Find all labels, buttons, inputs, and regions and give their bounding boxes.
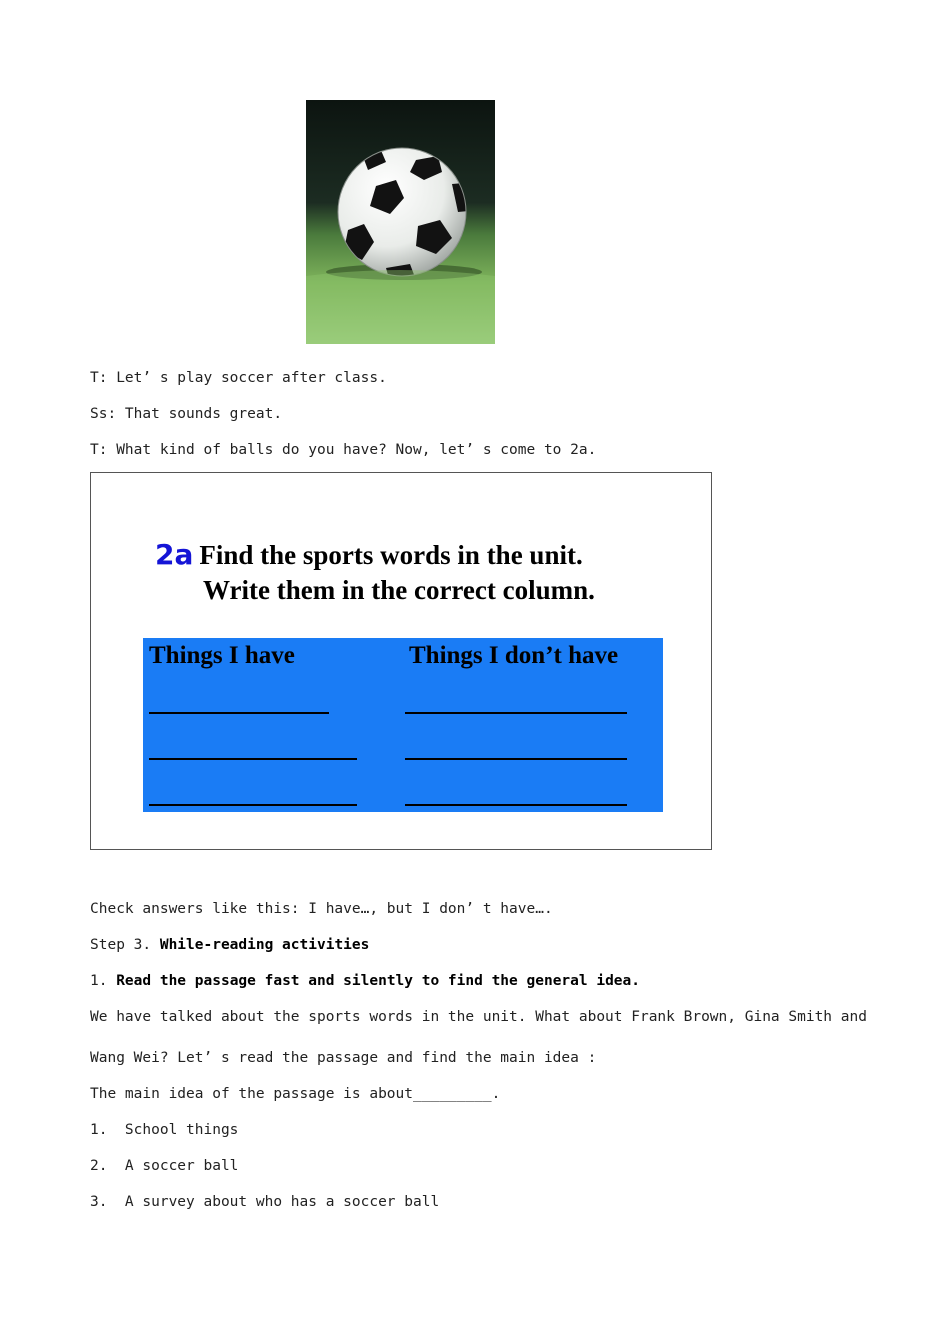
option-3: 3. A survey about who has a soccer ball xyxy=(90,1194,440,1210)
slide-2a xyxy=(90,472,712,850)
step3-prefix: Step 3. xyxy=(90,937,160,953)
slide-title-line1: Find the sports words in the unit. xyxy=(199,540,583,570)
task1-line xyxy=(90,972,640,990)
blank-dont-have-3[interactable] xyxy=(405,804,627,806)
blank-dont-have-2[interactable] xyxy=(405,758,627,760)
blank-have-3[interactable] xyxy=(149,804,357,806)
task1-number: 1. xyxy=(90,973,117,989)
check-answers-line: Check answers like this: I have…, but I don’ t have…. xyxy=(90,901,553,917)
blank-dont-have-1[interactable] xyxy=(405,712,627,714)
soccer-ball-photo xyxy=(306,100,495,344)
intro-line-2: Wang Wei? Let’ s read the passage and find the main idea : xyxy=(90,1050,597,1066)
option-1: 1. School things xyxy=(90,1122,239,1138)
column-header-have: Things I have xyxy=(149,642,295,669)
step3-title: While-reading activities xyxy=(159,937,370,953)
option-2: 2. A soccer ball xyxy=(90,1158,239,1174)
blank-have-2[interactable] xyxy=(149,758,357,760)
column-header-dont-have: Things I don’t have xyxy=(409,642,619,669)
slide-title xyxy=(155,537,595,608)
blank-have-1[interactable] xyxy=(149,712,329,714)
step3-heading xyxy=(90,936,369,954)
soccer-ball-icon xyxy=(306,100,495,344)
slide-title-line2: Write them in the correct column. xyxy=(203,575,595,605)
word-columns-table xyxy=(143,638,663,812)
intro-line-1: We have talked about the sports words in the unit. What about Frank Brown, Gina Smith and xyxy=(90,1009,867,1025)
dialogue-line-2: Ss: That sounds great. xyxy=(90,406,283,422)
dialogue-line-1: T: Let’ s play soccer after class. xyxy=(90,370,387,386)
slide-tag: 2a xyxy=(155,538,194,571)
task1-text: Read the passage fast and silently to find the general idea. xyxy=(116,973,640,989)
main-idea-question: The main idea of the passage is about_________. xyxy=(90,1086,501,1102)
dialogue-line-3: T: What kind of balls do you have? Now, let’ s come to 2a. xyxy=(90,442,597,458)
